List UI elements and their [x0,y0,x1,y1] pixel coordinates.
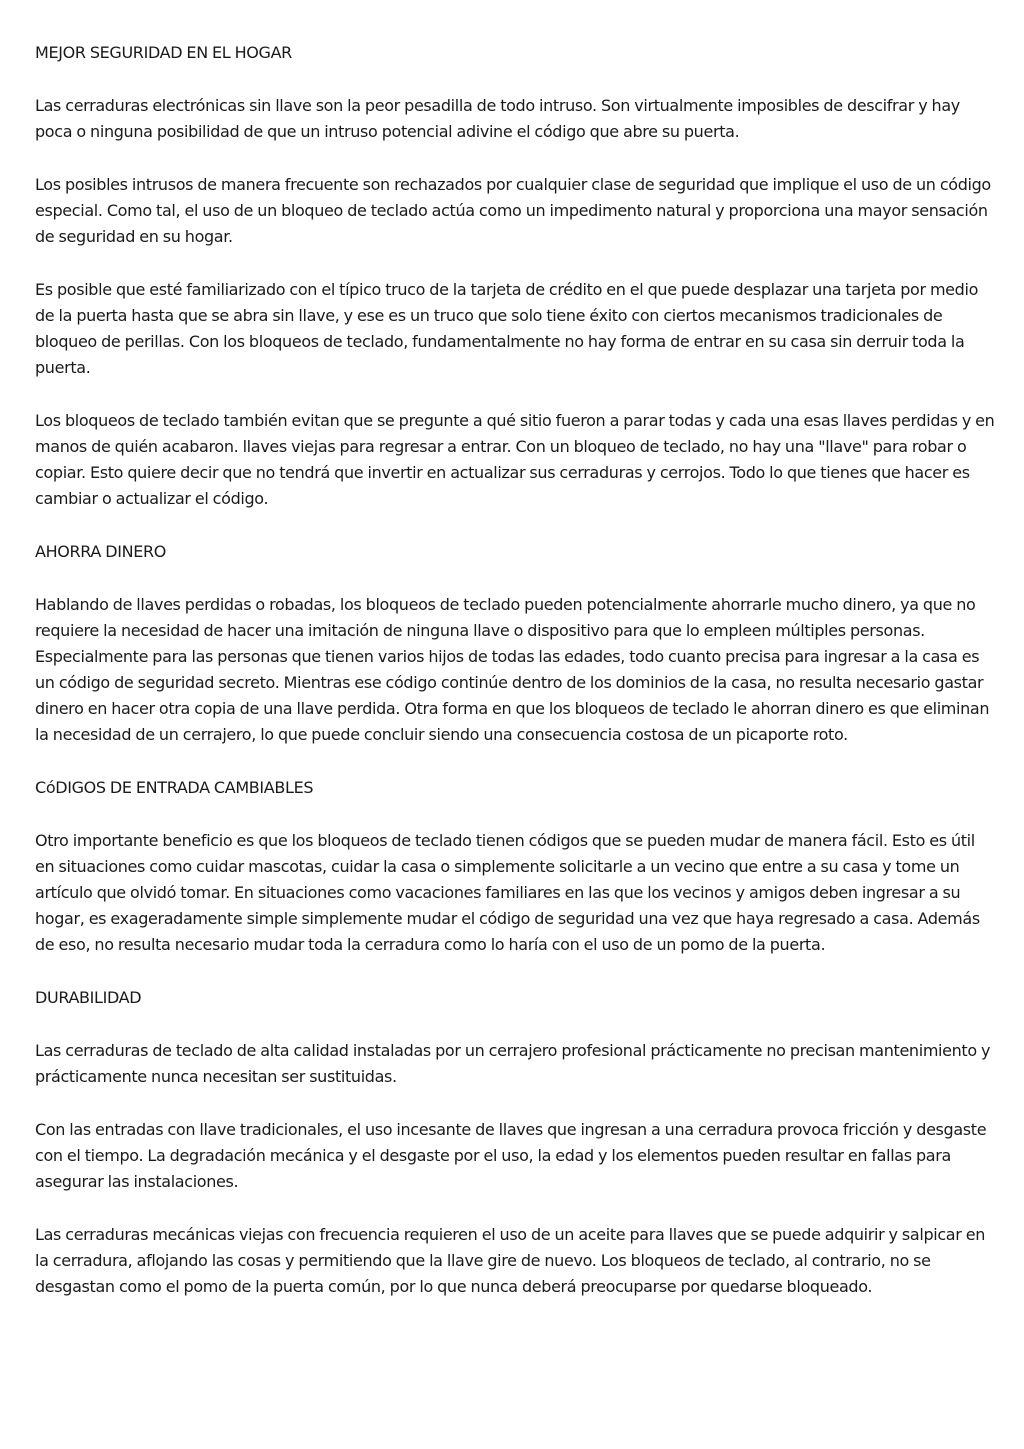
paragraph: Las cerraduras mecánicas viejas con frecuencia requieren el uso de un aceite para llaves que se puede adquirir y salpicar en la cerradura, aflojando las cosas y permitiendo que la llave gire de nuevo. Los bloqueos de teclado, al contrario, no se desgastan como el pomo de la puerta común, por lo que nunca deberá preocuparse por quedarse bloqueado. [35,1225,985,1296]
paragraph: Otro importante beneficio es que los bloqueos de teclado tienen códigos que se pueden mudar de manera fácil. Esto es útil en situaciones como cuidar mascotas, cuidar la casa o simplemente solicitarle a un vecino que entre a su casa y tome un artículo que olvidó tomar. En situaciones como vacaciones familiares en las que los vecinos y amigos deben ingresar a su hogar, es exageradamente simple simplemente mudar el código de seguridad una vez que haya regresado a casa. Además de eso, no resulta necesario mudar toda la cerradura como lo haría con el uso de un pomo de la puerta. [35,831,980,954]
paragraph: Las cerraduras electrónicas sin llave son la peor pesadilla de todo intruso. Son virtualmente imposibles de descifrar y hay poca o ninguna posibilidad de que un intruso potencial adivine el código que abre su puerta. [35,96,960,141]
section-heading-changeable-codes: CóDIGOS DE ENTRADA CAMBIABLES [35,778,314,797]
section-heading-durability: DURABILIDAD [35,988,142,1007]
paragraph: Hablando de llaves perdidas o robadas, los bloqueos de teclado pueden potencialmente ahorrarle mucho dinero, ya que no requiere la necesidad de hacer una imitación de ninguna llave o dispositivo para que lo empleen múltiples personas. Especialmente para las personas que tienen varios hijos de todas las edades, todo cuanto precisa para ingresar a la casa es un código de seguridad secreto. Mientras ese código continúe dentro de los dominios de la casa, no resulta necesario gastar dinero en hacer otra copia de una llave perdida. Otra forma en que los bloqueos de teclado le ahorran dinero es que eliminan la necesidad de un cerrajero, lo que puede concluir siendo una consecuencia costosa de un picaporte roto. [35,595,990,744]
paragraph: Con las entradas con llave tradicionales, el uso incesante de llaves que ingresan a una cerradura provoca fricción y desgaste con el tiempo. La degradación mecánica y el desgaste por el uso, la edad y los elementos pueden resultar en fallas para asegurar las instalaciones. [35,1120,987,1191]
paragraph: Las cerraduras de teclado de alta calidad instaladas por un cerrajero profesional prácticamente no precisan mantenimiento y prácticamente nunca necesitan ser sustituidas. [35,1041,991,1086]
document-body [35,40,995,1327]
paragraph: Es posible que esté familiarizado con el típico truco de la tarjeta de crédito en el que puede desplazar una tarjeta por medio de la puerta hasta que se abra sin llave, y ese es un truco que solo tiene éxito con ciertos mecanismos tradicionales de bloqueo de perillas. Con los bloqueos de teclado, fundamentalmente no hay forma de entrar en su casa sin derruir toda la puerta. [35,280,979,377]
section-heading-security: MEJOR SEGURIDAD EN EL HOGAR [35,43,292,62]
section-heading-save-money: AHORRA DINERO [35,542,166,561]
paragraph: Los bloqueos de teclado también evitan que se pregunte a qué sitio fueron a parar todas y cada una esas llaves perdidas y en manos de quién acabaron. llaves viejas para regresar a entrar. Con un bloqueo de teclado, no hay una "llave" para robar o copiar. Esto quiere decir que no tendrá que invertir en actualizar sus cerraduras y cerrojos. Todo lo que tienes que hacer es cambiar o actualizar el código. [35,411,995,508]
paragraph: Los posibles intrusos de manera frecuente son rechazados por cualquier clase de seguridad que implique el uso de un código especial. Como tal, el uso de un bloqueo de teclado actúa como un impedimento natural y proporciona una mayor sensación de seguridad en su hogar. [35,175,991,246]
